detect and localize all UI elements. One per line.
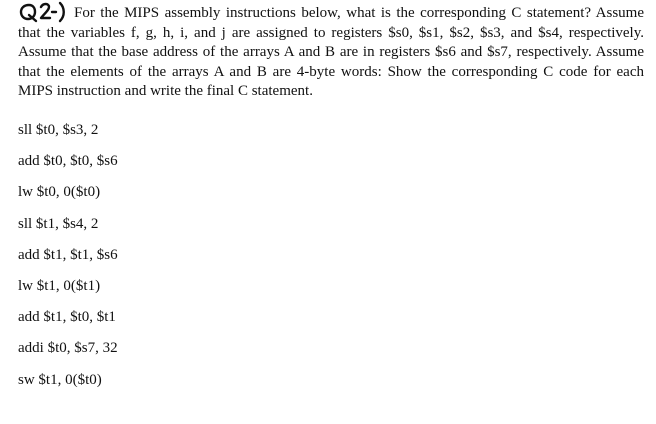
instruction-line: addi $t0, $s7, 32 bbox=[18, 340, 118, 357]
instruction-line: sll $t0, $s3, 2 bbox=[18, 122, 99, 138]
instruction-line: add $t1, $t0, $t1 bbox=[18, 309, 116, 326]
instruction-line: add $t1, $t1, $s6 bbox=[18, 246, 118, 263]
handwritten-question-label bbox=[18, 1, 70, 23]
question-text: For the MIPS assembly instructions below, what is the corresponding C statement? Assume that the variables f, g, h, i, and j are assigned to registers $s0, $s1, $s2, $s3, and $s4, respectively. Assume that the base address of the arrays A and B are in registers $s6 and $s7, respectively. Assume that the elements of the arrays A and B are 4-byte words: Show the corresponding C code for each MIPS instruction and write the final C statement. bbox=[18, 5, 644, 100]
instruction-line: sll $t1, $s4, 2 bbox=[18, 215, 99, 232]
instruction-line: lw $t0, 0($t0) bbox=[18, 184, 101, 201]
instruction-line: sw $t1, 0($t0) bbox=[18, 371, 102, 388]
mips-instruction-list bbox=[18, 115, 118, 396]
instruction-line: lw $t1, 0($t1) bbox=[18, 277, 101, 294]
question-paragraph bbox=[18, 4, 644, 102]
instruction-line: add $t0, $t0, $s6 bbox=[18, 153, 118, 170]
document bbox=[18, 4, 644, 388]
